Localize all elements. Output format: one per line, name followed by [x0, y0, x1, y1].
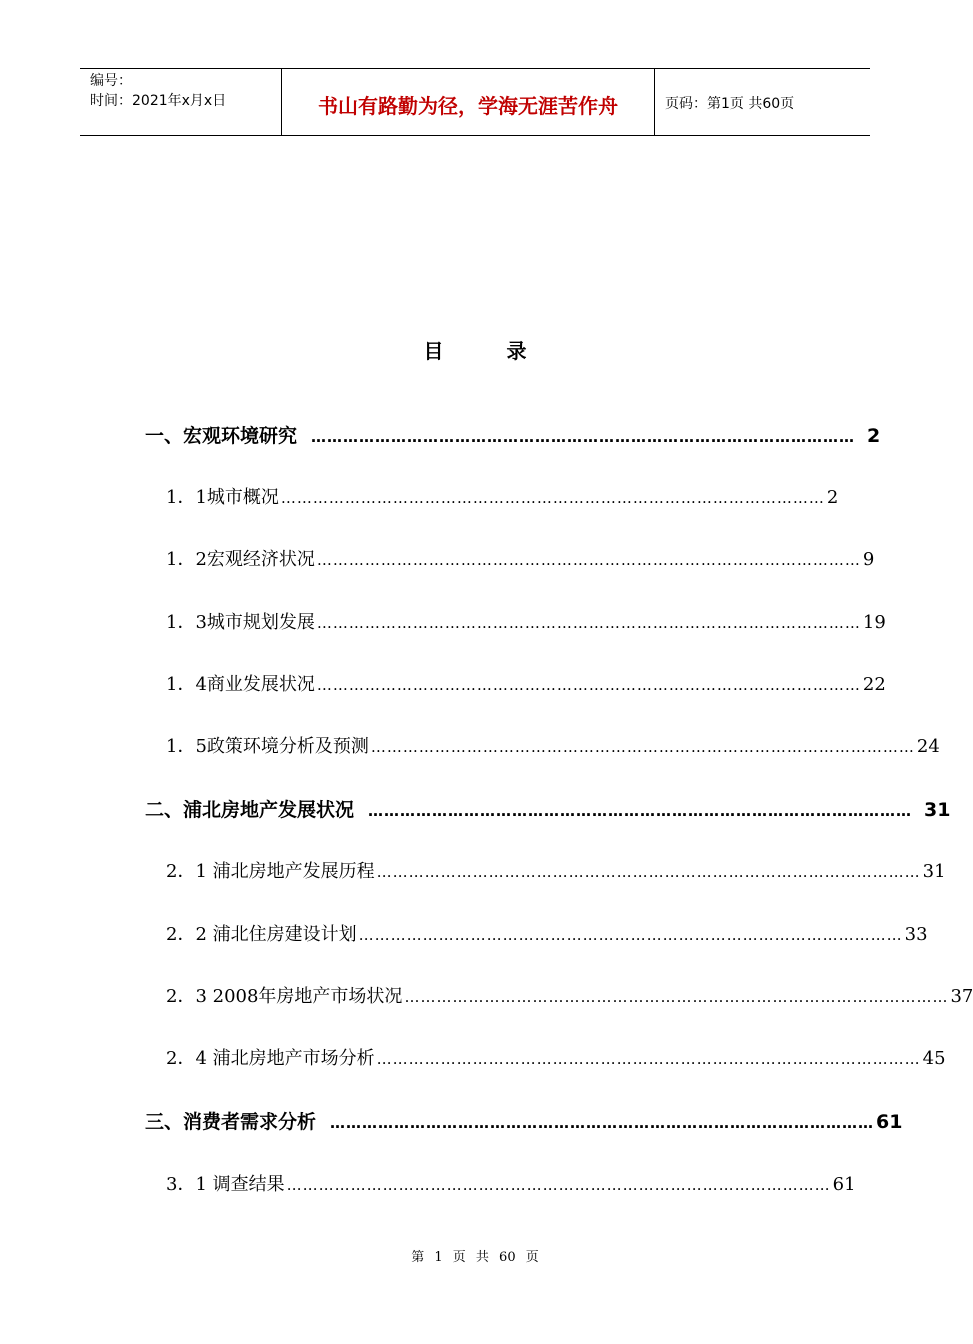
toc-leader-dots: …………………………………………………………………………………………	[316, 614, 861, 632]
toc-entry[interactable]	[166, 920, 928, 946]
toc-entry-label: 2．4 浦北房地产市场分析	[166, 1048, 375, 1069]
toc-entry-page: 2	[867, 425, 881, 447]
toc-leader-dots: …………………………………………………………………………………………	[311, 428, 856, 446]
toc-leader-dots: …………………………………………………………………………………………	[376, 863, 921, 881]
toc-entry[interactable]	[166, 608, 886, 634]
toc-entry-label: 二、浦北房地产发展状况	[145, 799, 355, 821]
header-time-label: 时间：2021年x月x日	[90, 93, 227, 109]
toc-entry-label: 1．3城市规划发展	[166, 612, 315, 633]
toc-entry[interactable]	[166, 1044, 946, 1070]
toc-entry[interactable]	[166, 982, 973, 1008]
toc-entry[interactable]	[166, 545, 875, 571]
toc-entry-page: 61	[832, 1174, 856, 1195]
toc-entry-page: 37	[950, 986, 973, 1007]
toc-entry-label: 1．2宏观经济状况	[166, 549, 315, 570]
toc-leader-dots: …………………………………………………………………………………………	[370, 738, 915, 756]
toc-leader-dots: …………………………………………………………………………………………	[280, 489, 825, 507]
toc-entry-page: 24	[916, 736, 940, 757]
toc-entry-page: 31	[924, 799, 951, 821]
toc-entry-label: 1．5政策环境分析及预测	[166, 736, 369, 757]
toc-leader-dots: …………………………………………………………………………………………	[286, 1176, 831, 1194]
toc-entry-label: 三、消费者需求分析	[145, 1111, 317, 1133]
toc-entry-label: 2．2 浦北住房建设计划	[166, 924, 357, 945]
header-meta	[80, 69, 282, 135]
toc-entry-label: 3．1 调查结果	[166, 1174, 285, 1195]
toc-entry-page: 61	[876, 1111, 903, 1133]
header-motto: 书山有路勤为径，学海无涯苦作舟	[282, 69, 655, 135]
toc-entry[interactable]	[166, 857, 946, 883]
toc-entry-page: 31	[922, 861, 946, 882]
toc-entry[interactable]	[166, 670, 886, 696]
page-footer: 第 1 页 共 60 页	[411, 1250, 539, 1265]
toc-leader-dots: …………………………………………………………………………………………	[404, 988, 949, 1006]
toc-entry-label: 1．1城市概况	[166, 487, 279, 508]
toc-entry[interactable]	[145, 795, 951, 822]
toc-entry-label: 2．1 浦北房地产发展历程	[166, 861, 375, 882]
toc-entry-page: 22	[862, 674, 886, 695]
toc-entry-label: 1．4商业发展状况	[166, 674, 315, 695]
toc-entry-page: 2	[826, 487, 839, 508]
toc-entry[interactable]	[145, 421, 881, 448]
toc-entry[interactable]	[166, 483, 839, 509]
header-page-info: 页码：第1页 共60页	[665, 96, 795, 112]
toc-title: 目 录	[423, 339, 555, 363]
document-header	[80, 68, 870, 136]
toc-leader-dots: …………………………………………………………………………………………	[316, 551, 861, 569]
toc-entry-page: 9	[862, 549, 875, 570]
toc-entry[interactable]	[166, 1170, 856, 1196]
toc-entry-page: 19	[862, 612, 886, 633]
toc-entry-label: 2．3 2008年房地产市场状况	[166, 986, 403, 1007]
toc-leader-dots: …………………………………………………………………………………………	[358, 926, 903, 944]
toc-entry[interactable]	[145, 1107, 903, 1134]
toc-entry-page: 33	[904, 924, 928, 945]
header-number-label: 编号：	[90, 73, 132, 89]
toc-leader-dots: …………………………………………………………………………………………	[330, 1114, 875, 1132]
toc-leader-dots: …………………………………………………………………………………………	[368, 802, 913, 820]
toc-leader-dots: …………………………………………………………………………………………	[376, 1050, 921, 1068]
toc-entry-label: 一、宏观环境研究	[145, 425, 298, 447]
toc-entry-page: 45	[922, 1048, 946, 1069]
toc-entry[interactable]	[166, 732, 940, 758]
toc-leader-dots: …………………………………………………………………………………………	[316, 676, 861, 694]
